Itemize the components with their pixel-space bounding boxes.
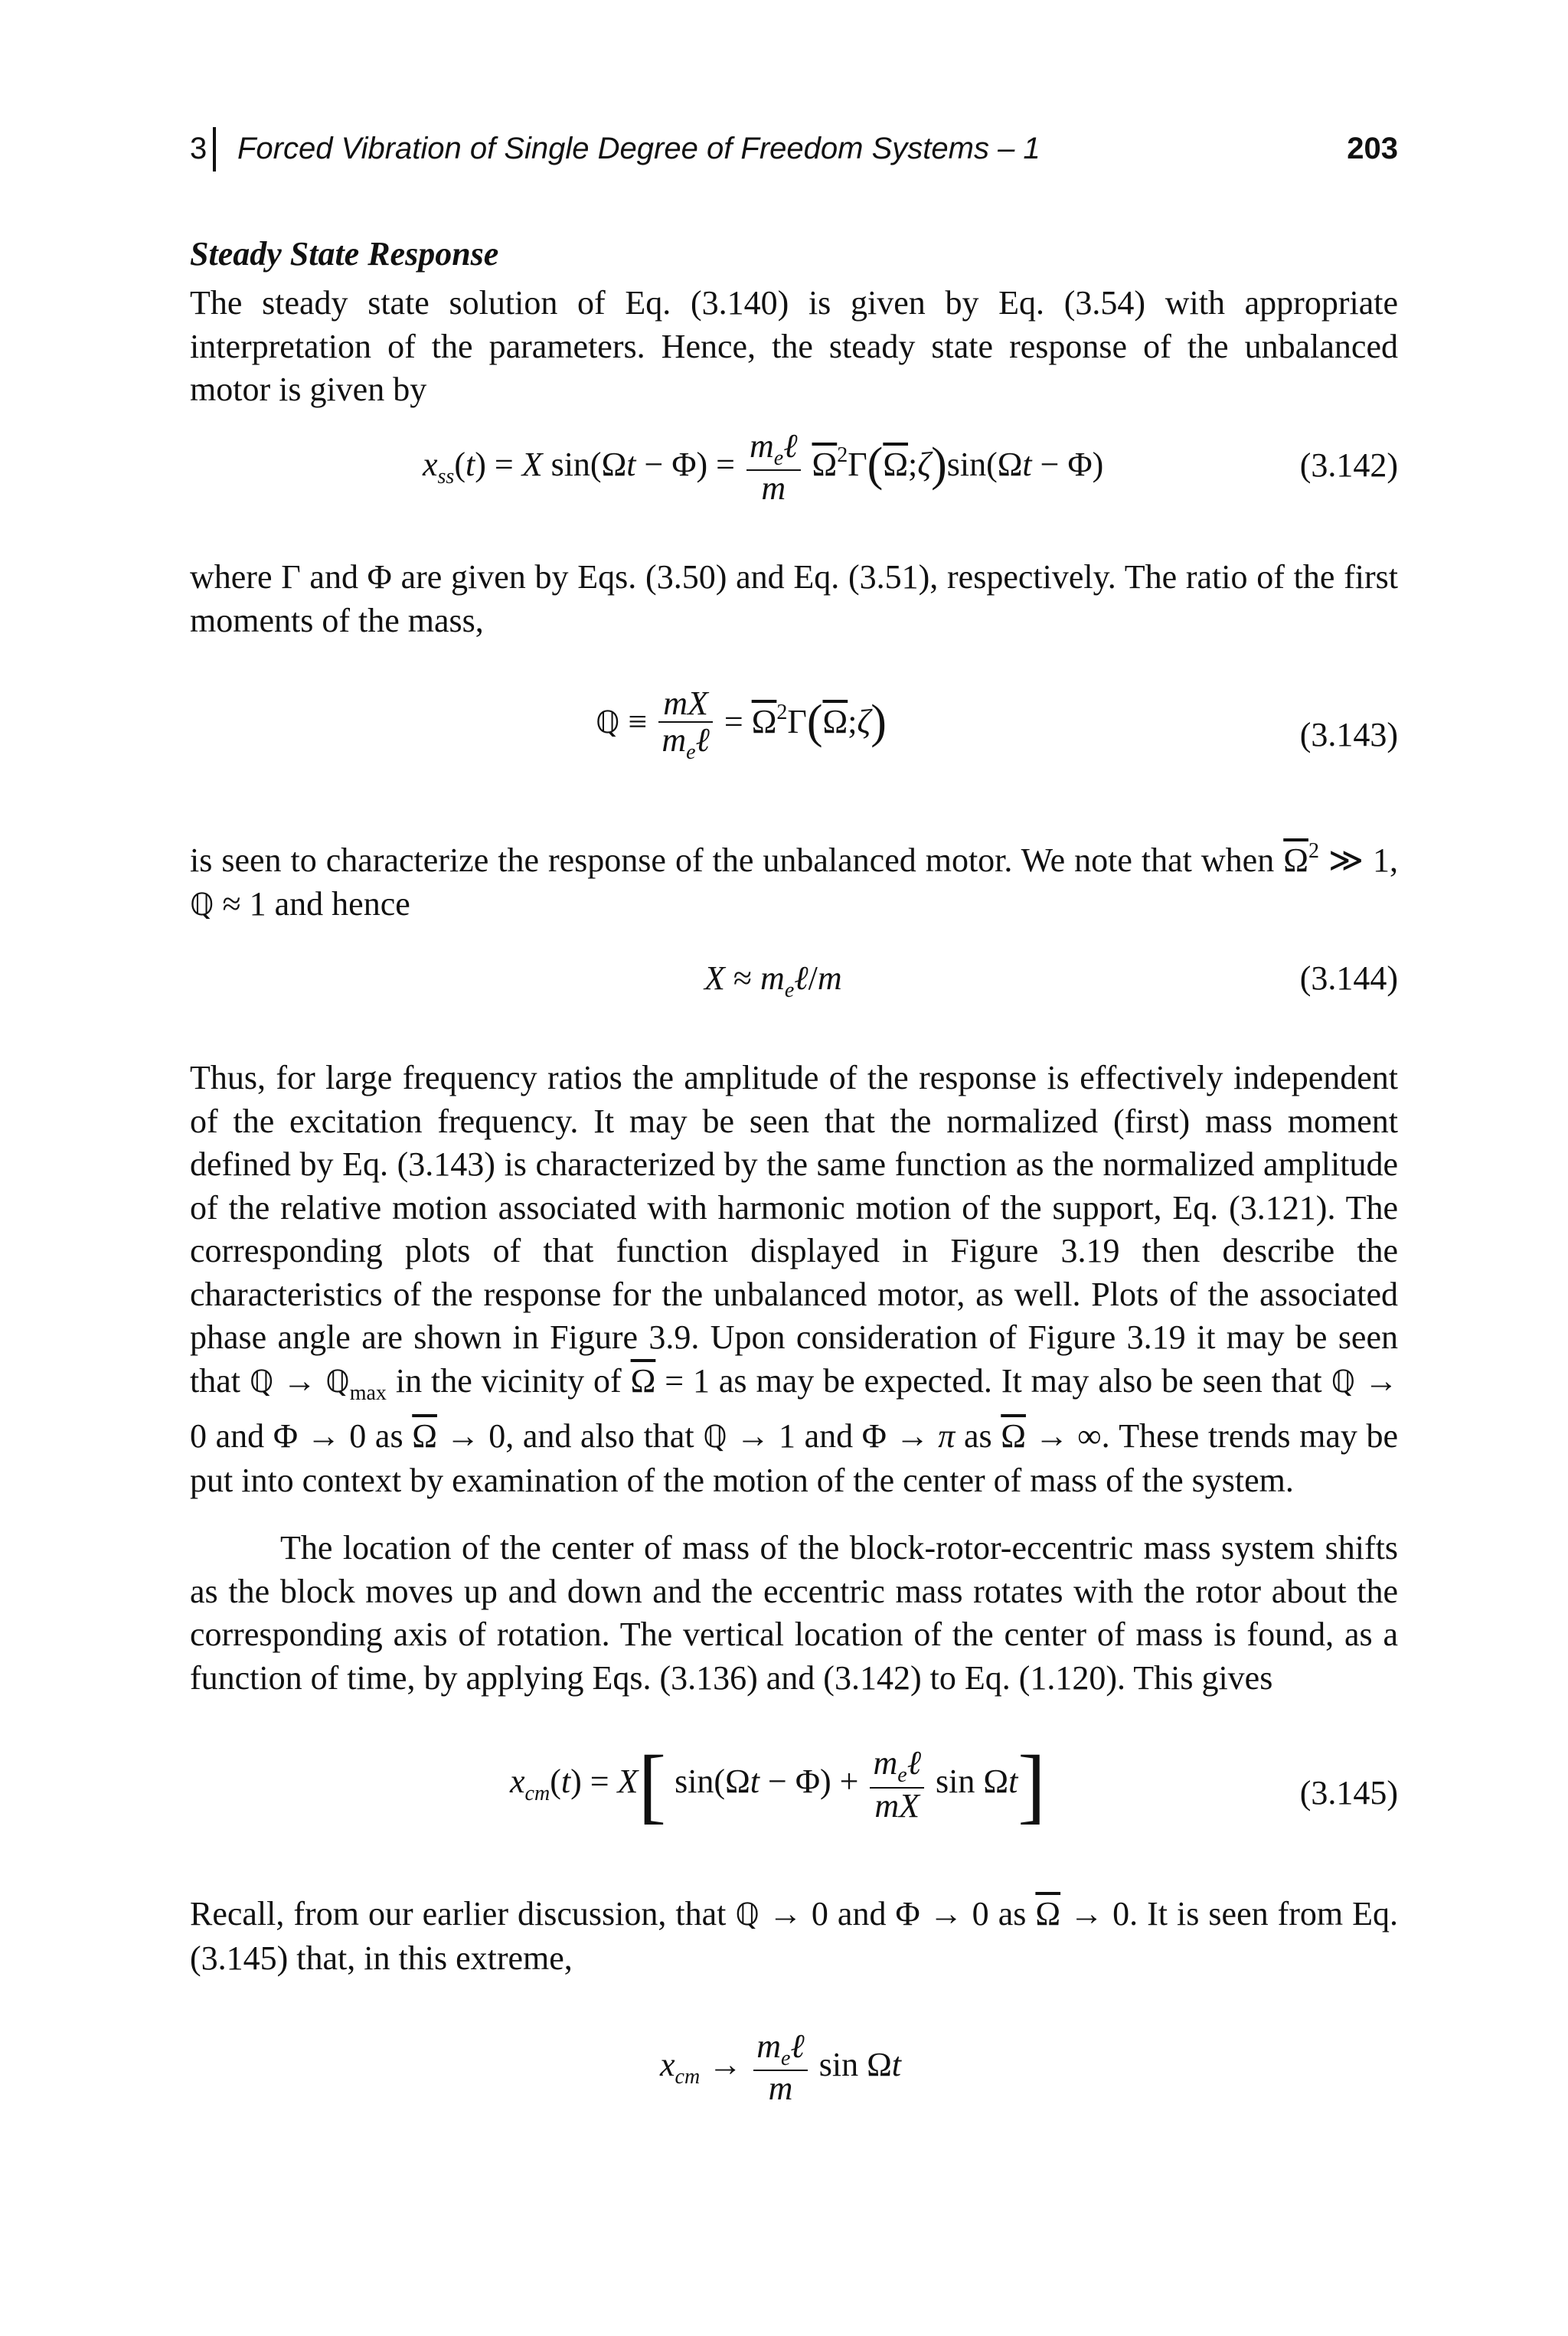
chapter-title: Forced Vibration of Single Degree of Freedom Systems – 1 (237, 132, 1040, 165)
equation-number: (3.145) (1299, 1774, 1398, 1812)
equation-number: (3.142) (1299, 446, 1398, 484)
equation-3-144-body: $X \approx m_e\ell/m$ (704, 959, 842, 1002)
paragraph-6-text-c: as (998, 1895, 1027, 1933)
paragraph-6: Recall, from our earlier discussion, that ℚ → 0 and Φ → 0 as $\overline{\Omega} \to 0$. It is seen from Eq. (3.145) that, in this extreme, (190, 1895, 1399, 1977)
page-number: 203 (1347, 132, 1398, 165)
limit-equation-body: $x_{cm}$ → $\frac{m_e\ell}{m}$ sin Ωt (660, 2027, 902, 2108)
paragraph-4: Thus, for large frequency ratios the amplitude of the response is effectively independent of the excitation frequency. It may be seen that the normalized (first) mass moment defined by Eq. (3.143) is characterized by the same function as the normalized amplitude of the relative motion associated with harmonic motion of the support, Eq. (3.121). The corresponding plots of that function displayed in Figure 3.19 then describe the characteristics of the response for the unbalanced motor, as well. Plots of the associated phase angle are shown in Figure 3.9. Upon consideration of Figure 3.19 it may be seen that ℚ → ℚ$_{max}$ in the vicinity of $\overline{\Omega} = 1$ as may be expected. It may also be seen that ℚ → 0 and Φ → 0 as $\overline{\Omega} \to 0$, and also that ℚ → 1 and Φ → π as $\overline{\Omega}$ → ∞. These trends may be put into context by examination of the motion of the center of mass of the system. (190, 1059, 1399, 1499)
equation-3-142-body: $x_{ss}(t) = X$ sin(Ωt − Φ) = $\frac{m_e\ell}{m}$ $\overline{\Omega}^2\Gamma(\overline{\Omega};\zeta)\sin(\Omega t - \Phi)$ (423, 427, 1104, 508)
paragraph-6-text-b: and (837, 1895, 887, 1933)
equation-3-143 (190, 686, 1398, 786)
paragraph-3-text: is seen to characterize the response of the unbalanced motor. We note that when (190, 841, 1275, 879)
equation-3-142 (190, 429, 1398, 521)
equation-3-145-body: $x_{cm}(t) = X$[ sin(Ωt − Φ) + $\frac{m_e\ell}{mX}$ sin Ωt] (510, 1738, 1046, 1831)
paragraph-6-text-d: . It is seen from Eq. (3.145) that, in this extreme, (190, 1895, 1399, 1977)
equation-3-144 (190, 959, 1398, 1005)
paragraph-2: where Γ and Φ are given by Eqs. (3.50) and Eq. (3.51), respectively. The ratio of the first moments of the mass, (190, 558, 1398, 639)
equation-number: (3.143) (1299, 716, 1398, 753)
paragraph-1: The steady state solution of Eq. (3.140) is given by Eq. (3.54) with appropriate interpretation of the parameters. Hence, the steady state response of the unbalanced motor is given by (190, 284, 1398, 408)
paragraph-6-text: Recall, from our earlier discussion, that (190, 1895, 727, 1933)
paragraph-4-text-g: and (804, 1417, 854, 1455)
paragraph-4-text-c: as may be expected. It may also be seen that (718, 1361, 1322, 1400)
section-heading: Steady State Response (190, 235, 499, 273)
equation-3-145 (190, 1738, 1398, 1850)
header-divider (213, 127, 216, 172)
limit-equation (190, 2029, 1398, 2129)
paragraph-4-text-f: , and also that (505, 1417, 694, 1455)
chapter-number: 3 (190, 132, 207, 165)
running-header (190, 132, 1398, 178)
paragraph-4-text-i: . These trends may be put into context by examination of the motion of the center of mass of the system. (190, 1417, 1399, 1499)
paragraph-3-text-end: and hence (274, 884, 410, 923)
paragraph-3: is seen to characterize the response of the unbalanced motor. We note that when $\overline{\Omega}^2$ ≫ 1, ℚ ≈ 1 and hence (190, 839, 1399, 923)
paragraph-4-text-h: as (963, 1417, 992, 1455)
paragraph-4-text: Thus, for large frequency ratios the amplitude of the response is effectively independent of the excitation frequency. It may be seen that the normalized (first) mass moment defined by Eq. (3.143) is characterized by the same function as the normalized amplitude of the relative motion associated with harmonic motion of the support, Eq. (3.121). The corresponding plots of that function displayed in Figure 3.19 then describe the characteristics of the response for the unbalanced motor, as well. Plots of the associated phase angle are shown in Figure 3.9. Upon consideration of Figure 3.19 it may be seen that (190, 1059, 1398, 1400)
equation-number: (3.144) (1299, 959, 1398, 997)
paragraph-4-text-b: in the vicinity of (395, 1361, 622, 1400)
paragraph-4-text-e: as (374, 1417, 403, 1455)
paragraph-5: The location of the center of mass of the block-rotor-eccentric mass system shifts as the block moves up and down and the eccentric mass rotates with the rotor about the corresponding axis of rotation. The vertical location of the center of mass is found, as a function of time, by applying Eqs. (3.136) and (3.142) to Eq. (1.120). This gives (190, 1529, 1398, 1697)
equation-3-143-body: ℚ ≡ $\frac{mX}{m_e\ell}$ = $\overline{\Omega}^2\Gamma(\overline{\Omega};\zeta)$ (596, 684, 887, 765)
paragraph-4-text-d: and (215, 1417, 265, 1455)
